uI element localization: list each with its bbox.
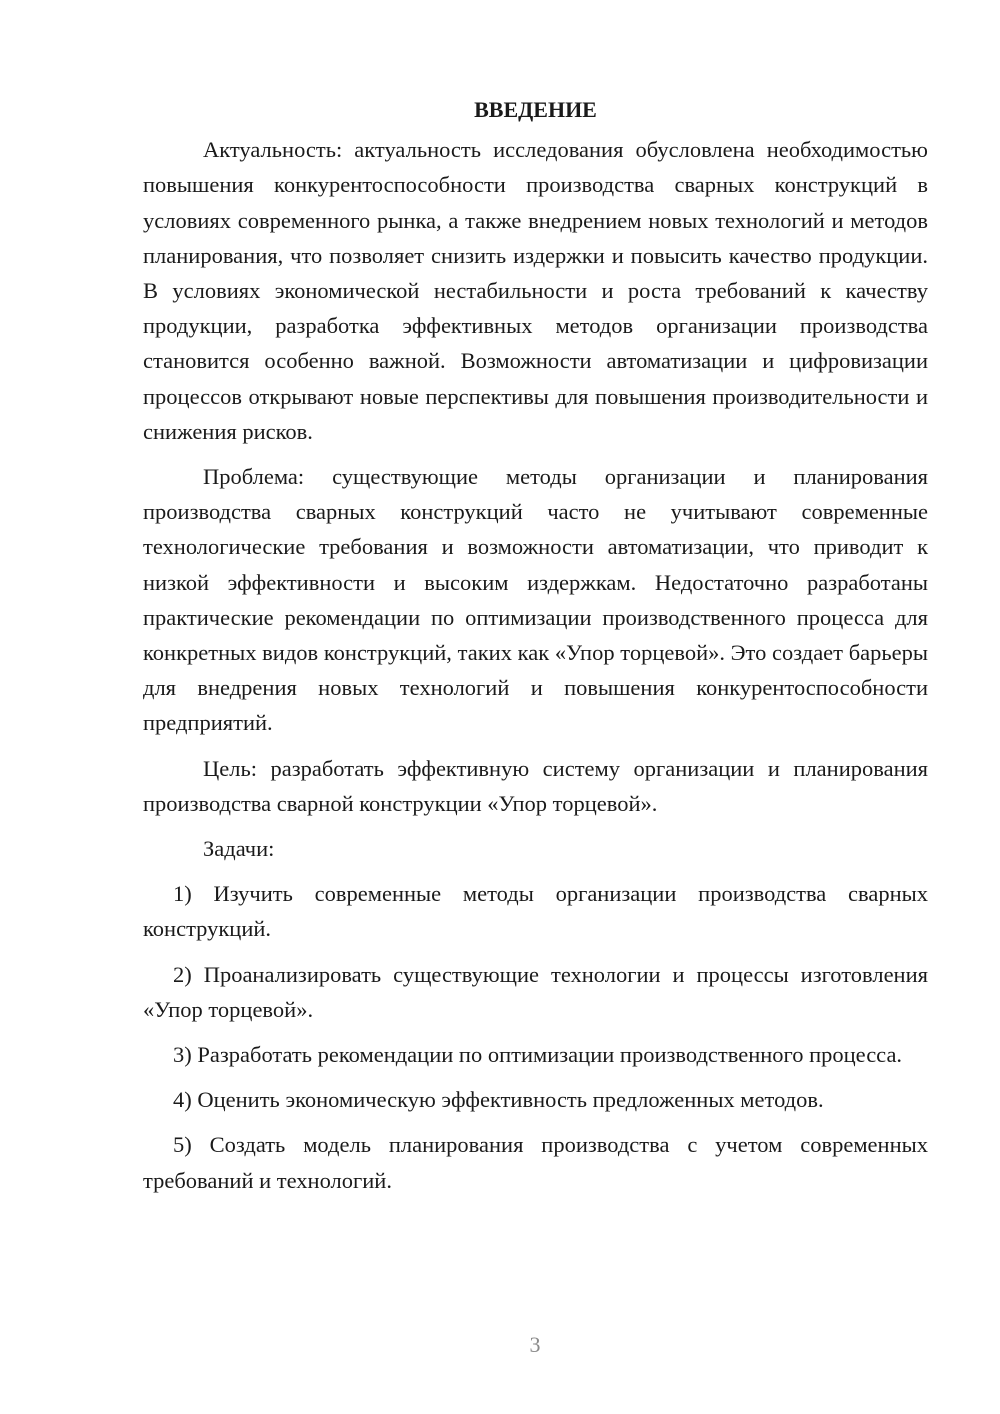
tasks-list: [143, 876, 928, 1198]
goal-paragraph: Цель: разработать эффективную систему организации и планирования производства сварной конструкции «Упор торцевой».: [143, 755, 928, 816]
task-item: 4) Оценить экономическую эффективность предложенных методов.: [173, 1087, 824, 1113]
page-title: ВВЕДЕНИЕ: [474, 97, 597, 122]
problem-paragraph: Проблема: существующие методы организации и планирования производства сварных конструкций часто не учитывают современные технологические требования и возможности автоматизации, что приводит к низкой эффективности и высоким издержкам. Недостаточно разработаны практические рекомендации по оптимизации производственного процесса для конкретных видов конструкций, таких как «Упор торцевой». Это создает барьеры для внедрения новых технологий и повышения конкурентоспособности предприятий.: [143, 464, 928, 736]
page-number: 3: [529, 1332, 541, 1357]
tasks-heading: Задачи:: [203, 836, 275, 862]
relevance-paragraph: Актуальность: актуальность исследования обусловлена необходимостью повышения конкурентоспособности производства сварных конструкций в условиях современного рынка, а также внедрением новых технологий и методов планирования, что позволяет снизить издержки и повысить качество продукции. В условиях экономической нестабильности и роста требований к качеству продукции, разработка эффективных методов организации производства становится особенно важной. Возможности автоматизации и цифровизации процессов открывают новые перспективы для повышения производительности и снижения рисков.: [143, 137, 928, 444]
task-item: 1) Изучить современные методы организации производства сварных конструкций.: [143, 881, 928, 942]
task-item: 3) Разработать рекомендации по оптимизации производственного процесса.: [173, 1042, 903, 1068]
task-item: 2) Проанализировать существующие технологии и процессы изготовления «Упор торцевой».: [143, 961, 928, 1022]
page-content: [143, 92, 928, 1198]
task-item: 5) Создать модель планирования производства с учетом современных требований и технологий.: [143, 1132, 928, 1193]
